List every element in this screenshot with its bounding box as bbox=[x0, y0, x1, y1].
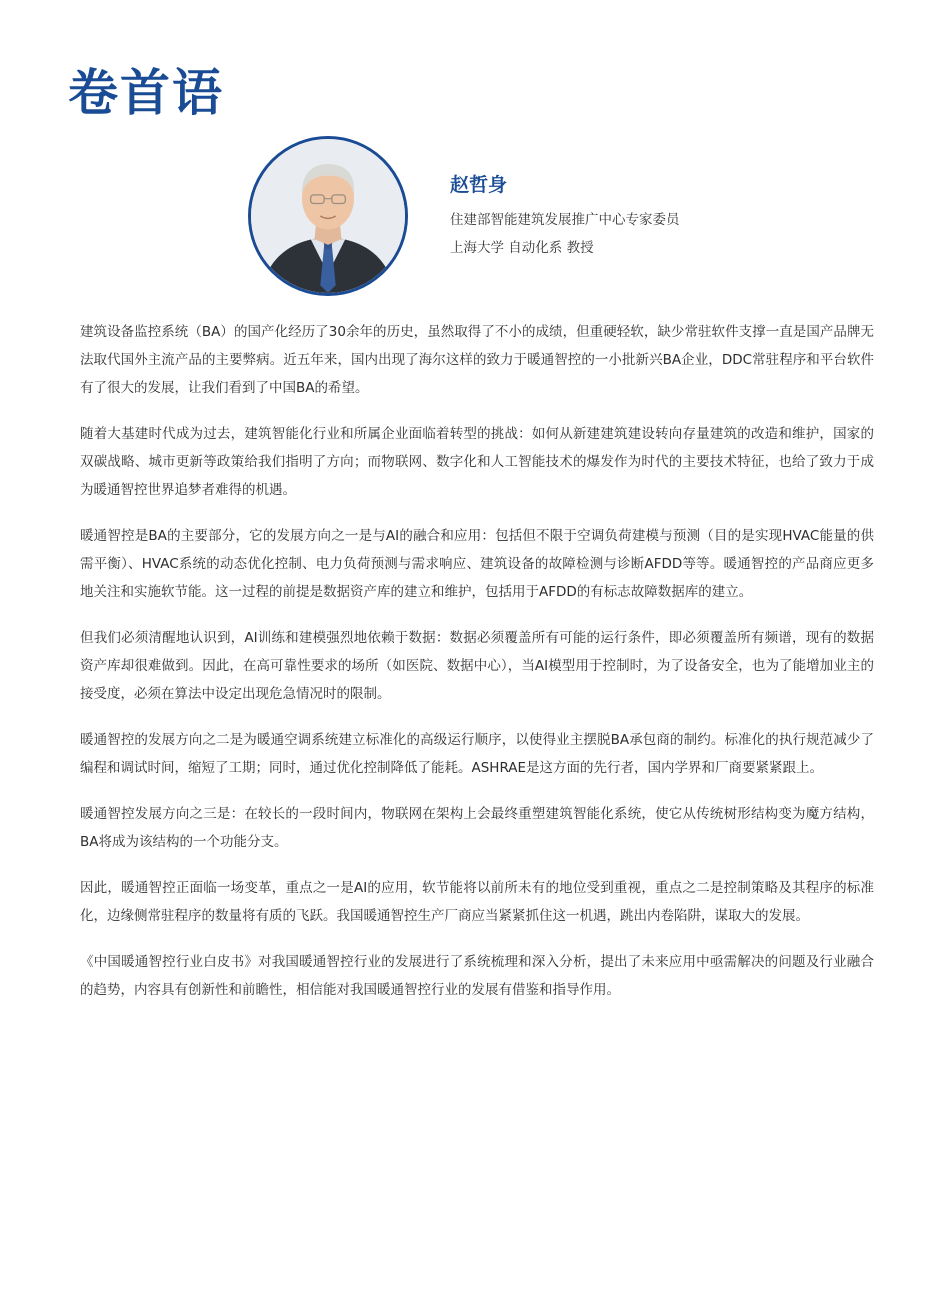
article-body bbox=[80, 318, 874, 1022]
paragraph: 暖通智控发展方向之三是：在较长的一段时间内，物联网在架构上会最终重塑建筑智能化系统，使它从传统树形结构变为魔方结构，BA将成为该结构的一个功能分支。 bbox=[80, 806, 874, 850]
author-affiliation: 住建部智能建筑发展推广中心专家委员 bbox=[450, 212, 680, 228]
paragraph: 但我们必须清醒地认识到，AI训练和建模强烈地依赖于数据：数据必须覆盖所有可能的运行条件，即必须覆盖所有频谱，现有的数据资产库却很难做到。因此，在高可靠性要求的场所（如医院、数据中心），当AI模型用于控制时，为了设备安全，也为了能增加业主的接受度，必须在算法中设定出现危急情况时的限制。 bbox=[80, 630, 874, 702]
author-info bbox=[450, 172, 680, 262]
paragraph: 《中国暖通智控行业白皮书》对我国暖通智控行业的发展进行了系统梳理和深入分析，提出了未来应用中亟需解决的问题及行业融合的趋势，内容具有创新性和前瞻性，相信能对我国暖通智控行业的发展有借鉴和指导作用。 bbox=[80, 954, 874, 998]
page-title: 卷首语 bbox=[68, 64, 224, 122]
paragraph: 暖通智控是BA的主要部分，它的发展方向之一是与AI的融合和应用：包括但不限于空调负荷建模与预测（目的是实现HVAC能量的供需平衡）、HVAC系统的动态优化控制、电力负荷预测与需求响应、建筑设备的故障检测与诊断AFDD等等。暖通智控的产品商应更多地关注和实施软节能。这一过程的前提是数据资产库的建立和维护，包括用于AFDD的有标志故障数据库的建立。 bbox=[80, 528, 874, 600]
author-affiliation: 上海大学 自动化系 教授 bbox=[450, 240, 594, 256]
author-portrait-illustration bbox=[251, 139, 405, 293]
paragraph: 随着大基建时代成为过去，建筑智能化行业和所属企业面临着转型的挑战：如何从新建建筑建设转向存量建筑的改造和维护，国家的双碳战略、城市更新等政策给我们指明了方向；而物联网、数字化和人工智能技术的爆发作为时代的主要技术特征，也给了致力于成为暖通智控世界追梦者难得的机遇。 bbox=[80, 426, 874, 498]
paragraph: 暖通智控的发展方向之二是为暖通空调系统建立标准化的高级运行顺序，以使得业主摆脱BA承包商的制约。标准化的执行规范减少了编程和调试时间，缩短了工期；同时，通过优化控制降低了能耗。ASHRAE是这方面的先行者，国内学界和厂商要紧紧跟上。 bbox=[80, 732, 874, 776]
author-name: 赵哲身 bbox=[450, 174, 508, 196]
author-portrait bbox=[248, 136, 408, 296]
paragraph: 建筑设备监控系统（BA）的国产化经历了30余年的历史，虽然取得了不小的成绩，但重硬轻软，缺少常驻软件支撑一直是国产品牌无法取代国外主流产品的主要弊病。近五年来，国内出现了海尔这样的致力于暖通智控的一小批新兴BA企业，DDC常驻程序和平台软件有了很大的发展，让我们看到了中国BA的希望。 bbox=[80, 324, 874, 396]
paragraph: 因此，暖通智控正面临一场变革，重点之一是AI的应用，软节能将以前所未有的地位受到重视，重点之二是控制策略及其程序的标准化，边缘侧常驻程序的数量将有质的飞跃。我国暖通智控生产厂商应当紧紧抓住这一机遇，跳出内卷陷阱，谋取大的发展。 bbox=[80, 880, 874, 924]
